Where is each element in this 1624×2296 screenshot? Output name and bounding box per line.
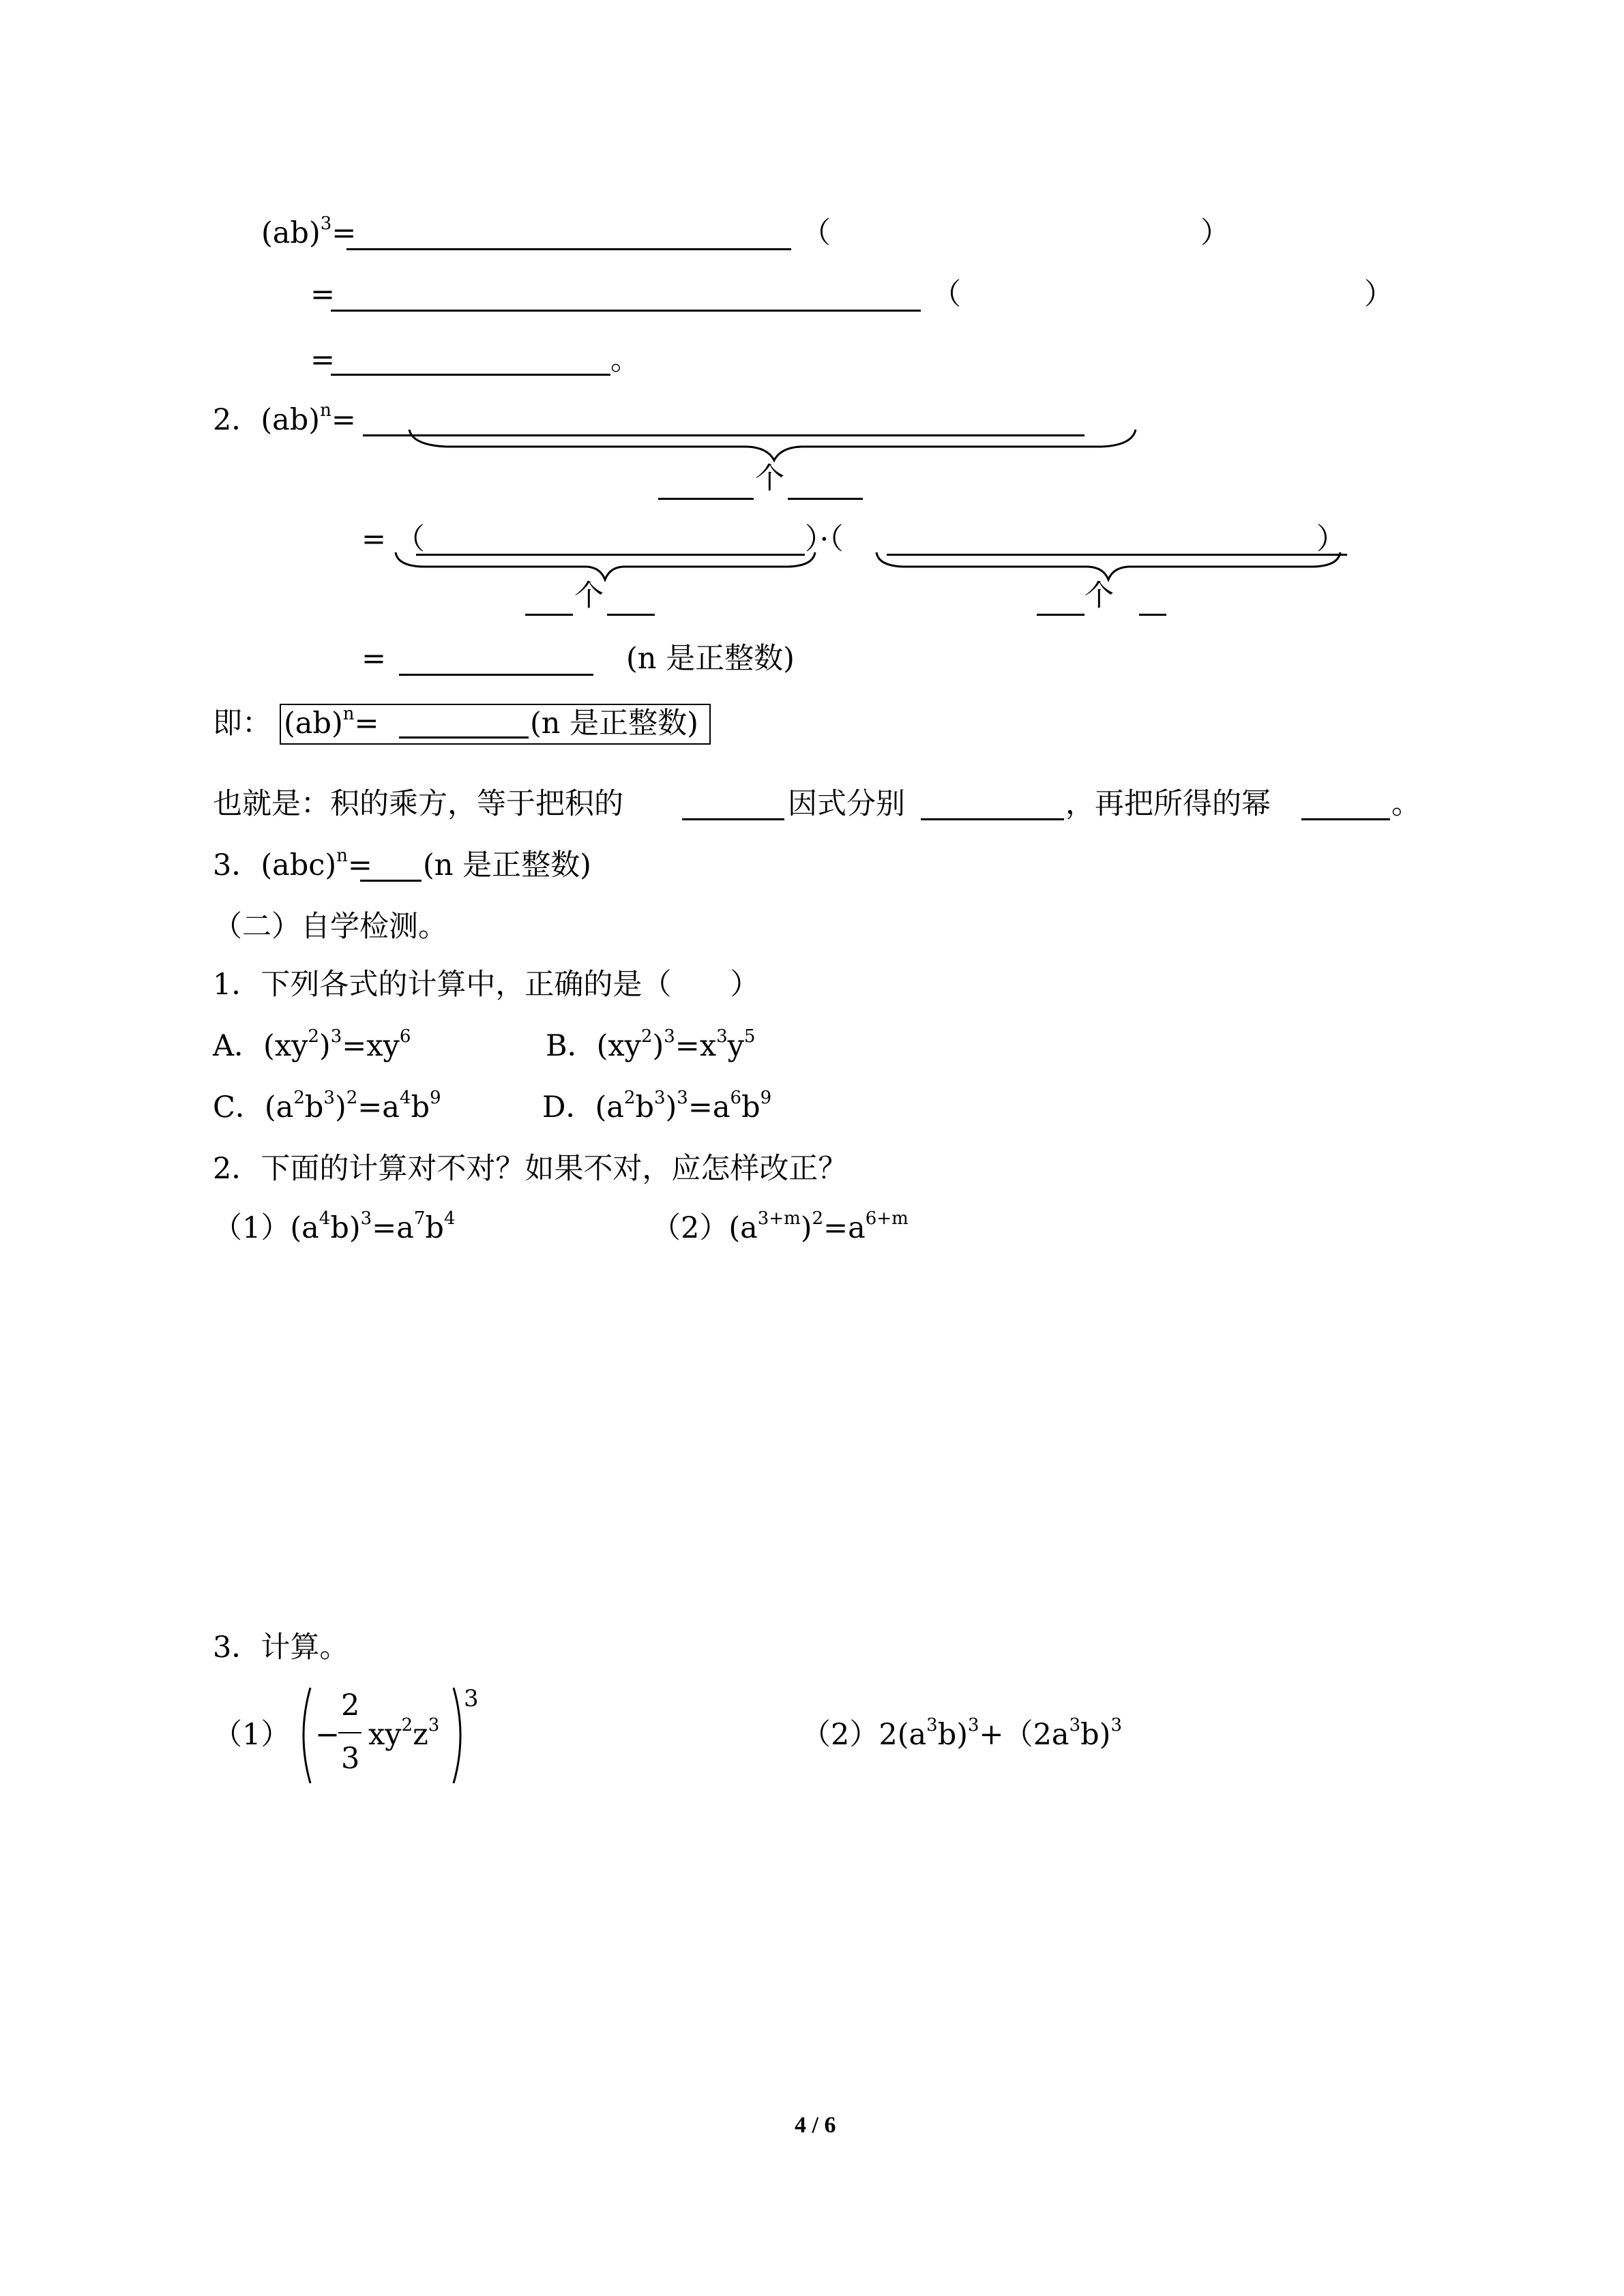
paren-close-1: ） (1200, 216, 1230, 250)
paren-open-1: （ (801, 216, 831, 250)
q2-stem: 2．下面的计算对不对？如果不对，应怎样改正？ (213, 1152, 848, 1186)
blank-2-count-l1[interactable] (525, 614, 573, 616)
blank-2-count-r2[interactable] (1139, 614, 1166, 616)
blank-1a[interactable] (346, 248, 791, 250)
q1-option-b[interactable]: B．$(xy^2)^3=x^3y^5$ (546, 1026, 756, 1063)
blank-2-count-r1[interactable] (1037, 614, 1084, 616)
blank-item3[interactable] (360, 880, 422, 882)
q3-frac-num: 2 (341, 1688, 360, 1723)
sec2-mid: ）·（ (805, 522, 844, 556)
q2-part2: $(2)(a^{3+m})^2=a^{6+m}$ (651, 1208, 909, 1245)
line2-eq: = (310, 278, 336, 312)
brace-label-2: 个 (574, 579, 604, 613)
statement-p1: 也就是：积的乘方，等于把积的 (213, 787, 623, 821)
blank-rule[interactable] (399, 736, 529, 739)
q1-option-c[interactable]: C．$(a^2b^3)^2=a^4b^9$ (213, 1088, 441, 1124)
paren-open-2: （ (932, 278, 961, 312)
rule-prefix: 即： (213, 706, 271, 741)
blank-2-count-l2[interactable] (607, 614, 655, 616)
rule-formula: (ab)$^n$= (284, 704, 379, 741)
sec2-expr: 2．(ab)$^n$= (213, 400, 356, 437)
q3-part2: $(2)2(a^3b)^3+(2a^3b)^3$ (801, 1715, 1122, 1752)
blank-stmt-1[interactable] (682, 818, 784, 820)
q3-outer-exp: 3 (464, 1685, 479, 1712)
q1-stem: 1．下列各式的计算中，正确的是（ ） (213, 968, 760, 1002)
sec2-line2: = （ (361, 522, 425, 556)
blank-1c[interactable] (331, 374, 610, 376)
paren-close-2: ） (1364, 278, 1393, 312)
q1-option-a[interactable]: A．$(xy^2)^3=xy^6$ (213, 1026, 411, 1063)
page-number: 4 / 6 (795, 2113, 836, 2138)
blank-stmt-3[interactable] (1301, 818, 1390, 820)
line1-expr: (ab)$^3$= (261, 213, 357, 250)
blank-stmt-2[interactable] (921, 818, 1064, 820)
sec2-line3-eq: = (361, 642, 387, 676)
item3-expr: 3．(abc)$^n$= (213, 846, 372, 882)
blank-2-count-right[interactable] (788, 498, 863, 500)
q3-left-paren (293, 1684, 314, 1787)
q1-option-d[interactable]: D．$(a^2b^3)^3=a^6b^9$ (542, 1088, 772, 1124)
q3-part1-label: （1） (213, 1718, 291, 1752)
rule-note: (n 是正整数) (530, 706, 698, 741)
brace-label-1: 个 (755, 462, 784, 496)
blank-2d[interactable] (399, 674, 593, 676)
sec2-line3-note: (n 是正整数) (626, 642, 795, 676)
statement-p3: ，再把所得的幂 (1065, 787, 1271, 821)
q3-frac-den: 3 (341, 1742, 360, 1776)
line3-end: 。 (610, 343, 640, 377)
q2-part1: $(1)(a^4b)^3=a^7b^4$ (213, 1208, 456, 1245)
item3-note: (n 是正整数) (423, 848, 591, 882)
blank-2-count-left[interactable] (658, 498, 754, 500)
q3-frac-bar (338, 1732, 361, 1733)
q3-minus: − (315, 1718, 340, 1752)
q3-stem: 3．计算。 (213, 1630, 349, 1665)
sec2-close: ） (1316, 522, 1346, 556)
q3-part1-body: $xy^2z^3$ (368, 1715, 440, 1752)
section-title: （二）自学检测。 (213, 910, 447, 944)
line3-eq: = (310, 343, 336, 377)
underbrace-1 (406, 426, 1139, 464)
underbrace-2 (392, 549, 818, 583)
blank-1b[interactable] (331, 310, 921, 312)
statement-p4: 。 (1391, 787, 1421, 821)
brace-label-3: 个 (1084, 579, 1114, 613)
statement-p2: 因式分别 (788, 787, 905, 821)
